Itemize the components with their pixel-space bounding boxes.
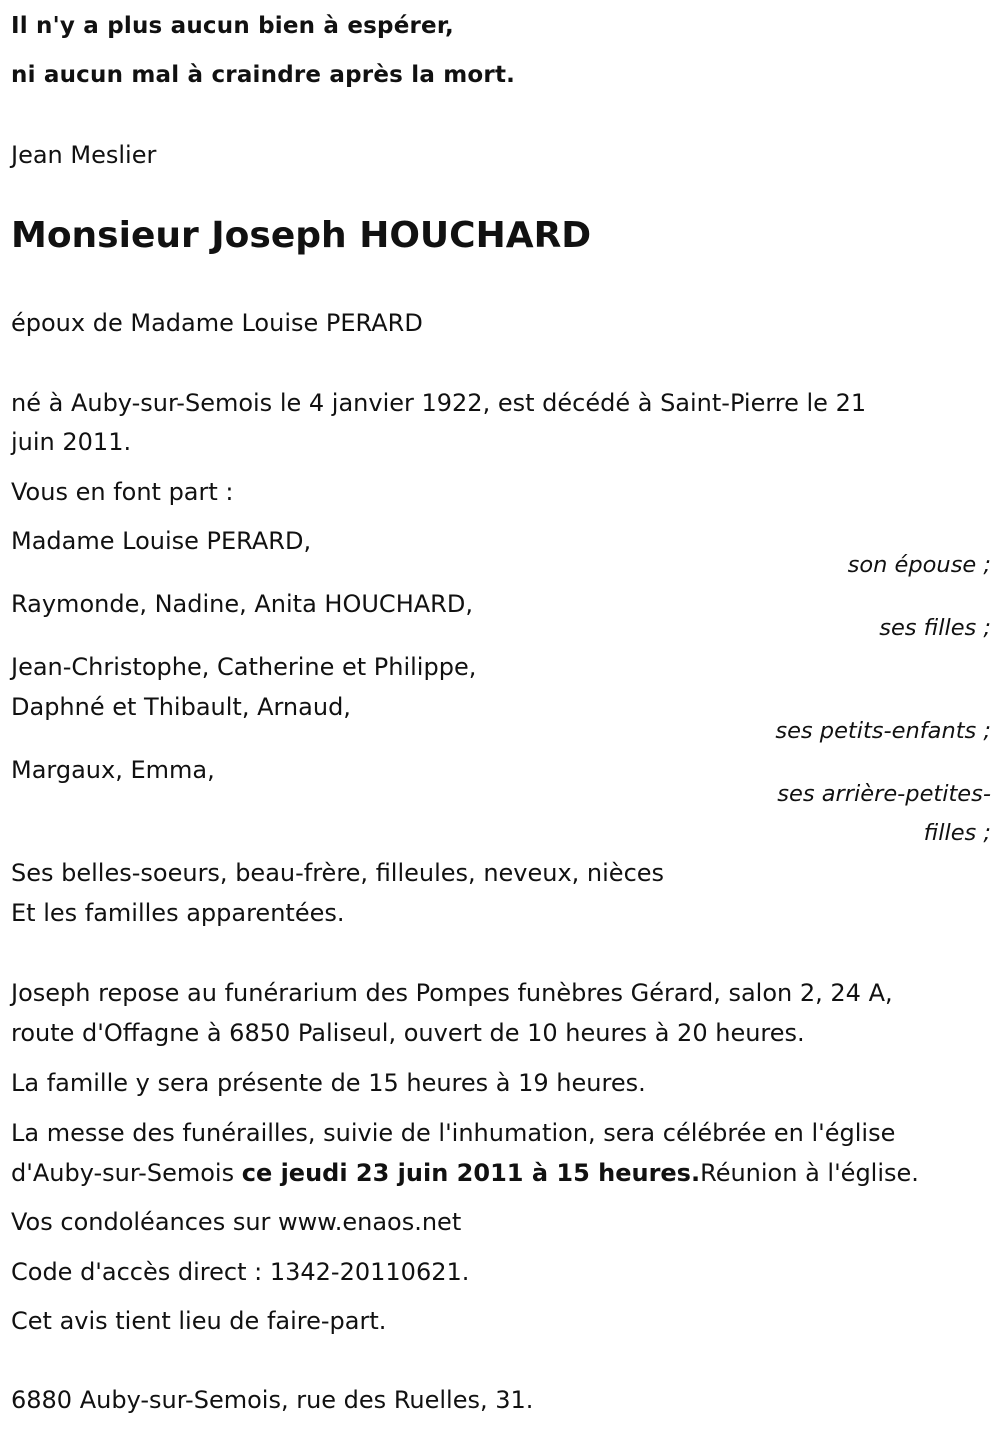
obituary-notice xyxy=(11,0,991,1437)
access-code-line: Code d'accès direct : 1342-20110621. xyxy=(11,1258,470,1286)
mass-place: d'Auby-sur-Semois xyxy=(11,1159,242,1187)
birth-death-line-1: né à Auby-sur-Semois le 4 janvier 1922, est décédé à Saint-Pierre le 21 xyxy=(11,389,867,417)
funerarium-line-2: route d'Offagne à 6850 Paliseul, ouvert de 10 heures à 20 heures. xyxy=(11,1019,805,1047)
grandchildren-line-2: Daphné et Thibault, Arnaud, xyxy=(11,693,351,721)
relatives-line-1: Ses belles-soeurs, beau-frère, filleules, neveux, nièces xyxy=(11,859,665,887)
quote-line-2: ni aucun mal à craindre après la mort. xyxy=(11,62,516,88)
grandchildren-line-1: Jean-Christophe, Catherine et Philippe, xyxy=(11,653,477,681)
mass-line-2 xyxy=(11,1153,919,1193)
condolences-line: Vos condoléances sur www.enaos.net xyxy=(11,1208,462,1236)
daughters-role: ses filles ; xyxy=(879,615,991,641)
mass-meeting-point: Réunion à l'église. xyxy=(700,1159,919,1187)
spouse-line: époux de Madame Louise PERARD xyxy=(11,309,423,337)
family-intro: Vous en font part : xyxy=(11,478,234,506)
great-grandchildren-role-line-1: ses arrière-petites- xyxy=(777,781,991,807)
spouse-role: son épouse ; xyxy=(847,552,991,578)
funerarium-line-1: Joseph repose au funérarium des Pompes funèbres Gérard, salon 2, 24 A, xyxy=(11,979,893,1007)
mass-date-time: ce jeudi 23 juin 2011 à 15 heures. xyxy=(241,1159,701,1187)
family-presence: La famille y sera présente de 15 heures à 19 heures. xyxy=(11,1069,646,1097)
birth-death-line-2: juin 2011. xyxy=(11,428,132,456)
notice-line: Cet avis tient lieu de faire-part. xyxy=(11,1307,387,1335)
great-grandchildren-role-line-2: filles ; xyxy=(923,820,991,846)
deceased-name: Monsieur Joseph HOUCHARD xyxy=(11,215,592,256)
home-address: 6880 Auby-sur-Semois, rue des Ruelles, 31. xyxy=(11,1386,534,1414)
relatives-line-2: Et les familles apparentées. xyxy=(11,899,345,927)
grandchildren-role: ses petits-enfants ; xyxy=(775,718,991,744)
great-grandchildren-names: Margaux, Emma, xyxy=(11,756,215,784)
quote-line-1: Il n'y a plus aucun bien à espérer, xyxy=(11,13,454,39)
mass-line-1: La messe des funérailles, suivie de l'inhumation, sera célébrée en l'église xyxy=(11,1119,896,1147)
quote-author: Jean Meslier xyxy=(11,141,157,169)
spouse-names: Madame Louise PERARD, xyxy=(11,527,312,555)
daughters-names: Raymonde, Nadine, Anita HOUCHARD, xyxy=(11,590,473,618)
